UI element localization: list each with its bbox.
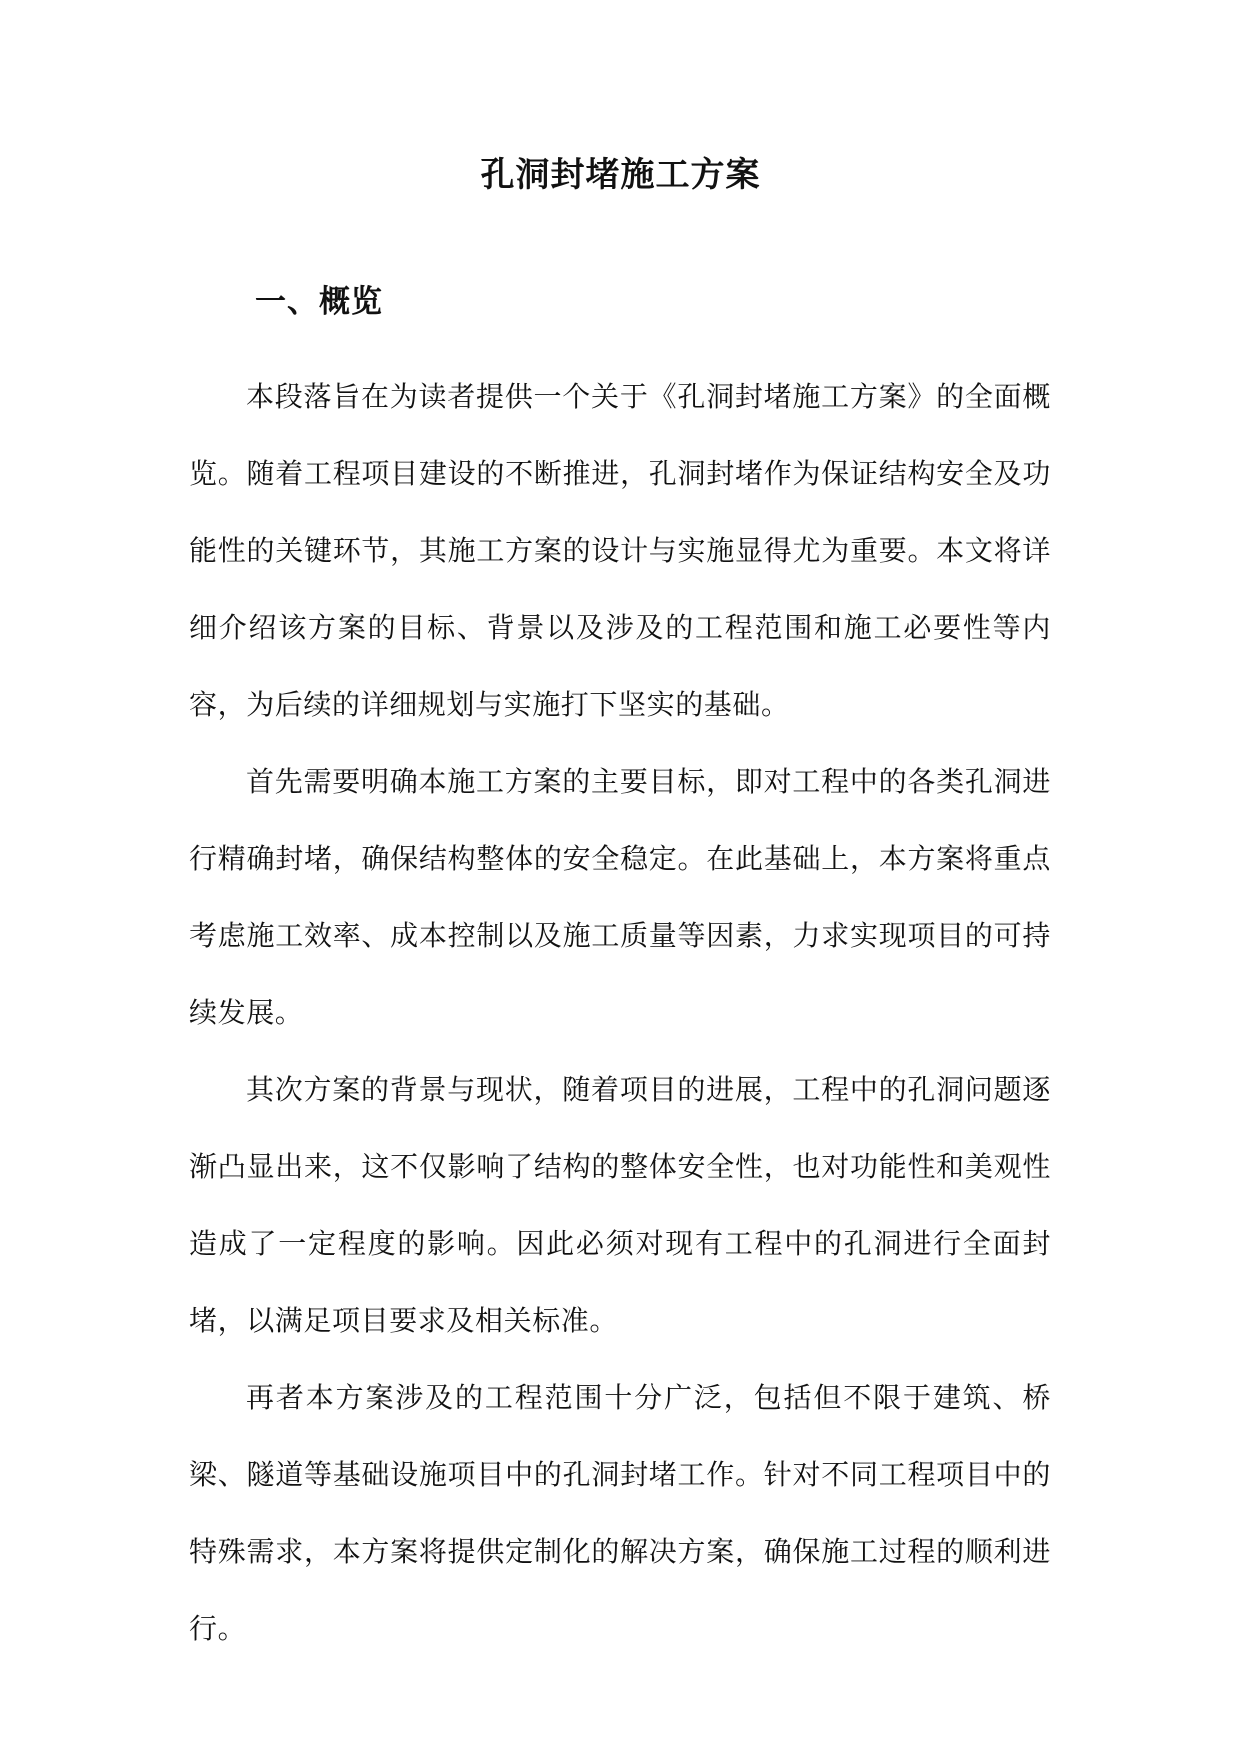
paragraph-background: 其次方案的背景与现状，随着项目的进展，工程中的孔洞问题逐渐凸显出来，这不仅影响了结构的整体安全性，也对功能性和美观性造成了一定程度的影响。因此必须对现有工程中的孔洞进行全面封堵，以满足项目要求及相关标准。	[189, 1073, 1051, 1337]
paragraph-scope: 再者本方案涉及的工程范围十分广泛，包括但不限于建筑、桥梁、隧道等基础设施项目中的孔洞封堵工作。针对不同工程项目中的特殊需求，本方案将提供定制化的解决方案，确保施工过程的顺利进行。	[189, 1381, 1051, 1645]
document-body	[189, 358, 1051, 1667]
paragraph-intro: 本段落旨在为读者提供一个关于《孔洞封堵施工方案》的全面概览。随着工程项目建设的不断推进，孔洞封堵作为保证结构安全及功能性的关键环节，其施工方案的设计与实施显得尤为重要。本文将详细介绍该方案的目标、背景以及涉及的工程范围和施工必要性等内容，为后续的详细规划与实施打下坚实的基础。	[189, 380, 1051, 721]
document-title: 孔洞封堵施工方案	[480, 155, 761, 195]
paragraph-goals: 首先需要明确本施工方案的主要目标，即对工程中的各类孔洞进行精确封堵，确保结构整体的安全稳定。在此基础上，本方案将重点考虑施工效率、成本控制以及施工质量等因素，力求实现项目的可持续发展。	[189, 765, 1051, 1029]
section-heading-overview: 一、概览	[255, 284, 383, 320]
